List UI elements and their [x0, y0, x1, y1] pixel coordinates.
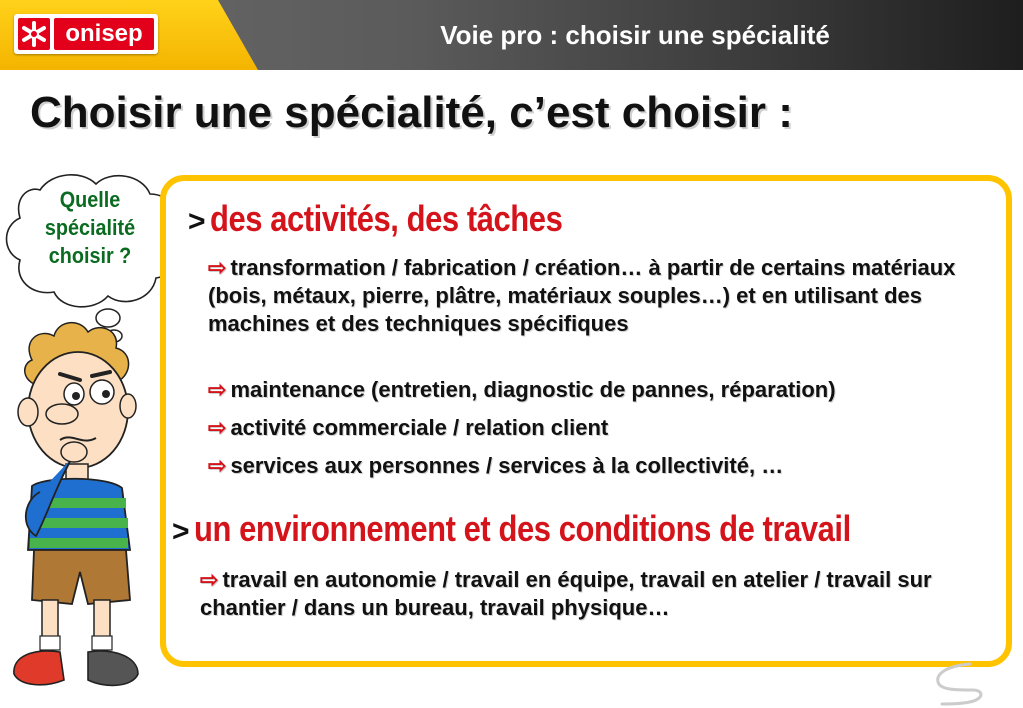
heading-marker: >	[188, 205, 206, 238]
heading-marker: >	[172, 515, 190, 548]
onisep-logo-icon	[18, 18, 50, 50]
corner-swirl-icon	[930, 660, 990, 706]
arrow-right-icon: ⇨	[208, 453, 227, 478]
logo-wordmark: onisep	[54, 18, 154, 50]
bubble-line: choisir ?	[48, 243, 132, 268]
bubble-line: Quelle	[59, 187, 121, 212]
header-bar	[0, 0, 1023, 70]
bullet-item	[208, 452, 978, 480]
bullet-text: activité commerciale / relation client	[230, 415, 609, 440]
heading-text: des activités, des tâches	[209, 198, 563, 239]
heading-text: un environnement et des conditions de travail	[193, 508, 851, 549]
section-heading-environment	[172, 508, 958, 550]
header-title: Voie pro : choisir une spécialité	[440, 20, 830, 50]
bullet-item	[208, 254, 978, 338]
bullet-item	[200, 566, 990, 622]
bubble-line: spécialité	[44, 215, 136, 240]
arrow-right-icon: ⇨	[200, 567, 219, 592]
bullet-text: services aux personnes / services à la collectivité, …	[230, 453, 784, 478]
arrow-right-icon: ⇨	[208, 255, 227, 280]
bullet-item	[208, 414, 978, 442]
bullet-text: travail en autonomie / travail en équipe, travail en atelier / travail sur chantier / dans un bureau, travail physique…	[200, 567, 932, 620]
page-title: Choisir une spécialité, c’est choisir :	[30, 88, 793, 137]
arrow-right-icon: ⇨	[208, 415, 227, 440]
bullet-text: maintenance (entretien, diagnostic de pannes, réparation)	[230, 377, 836, 402]
bullet-item	[208, 376, 1008, 404]
section-heading-activities	[188, 198, 620, 240]
bullet-text: transformation / fabrication / création… à partir de certains matériaux (bois, métaux, pierre, plâtre, matériaux souples…) et en utilisant des machines et des techniques spécifiques	[208, 255, 956, 336]
onisep-logo	[14, 14, 158, 54]
thought-bubble-text	[27, 186, 153, 270]
arrow-right-icon: ⇨	[208, 377, 227, 402]
thinking-boy-illustration	[0, 300, 170, 705]
